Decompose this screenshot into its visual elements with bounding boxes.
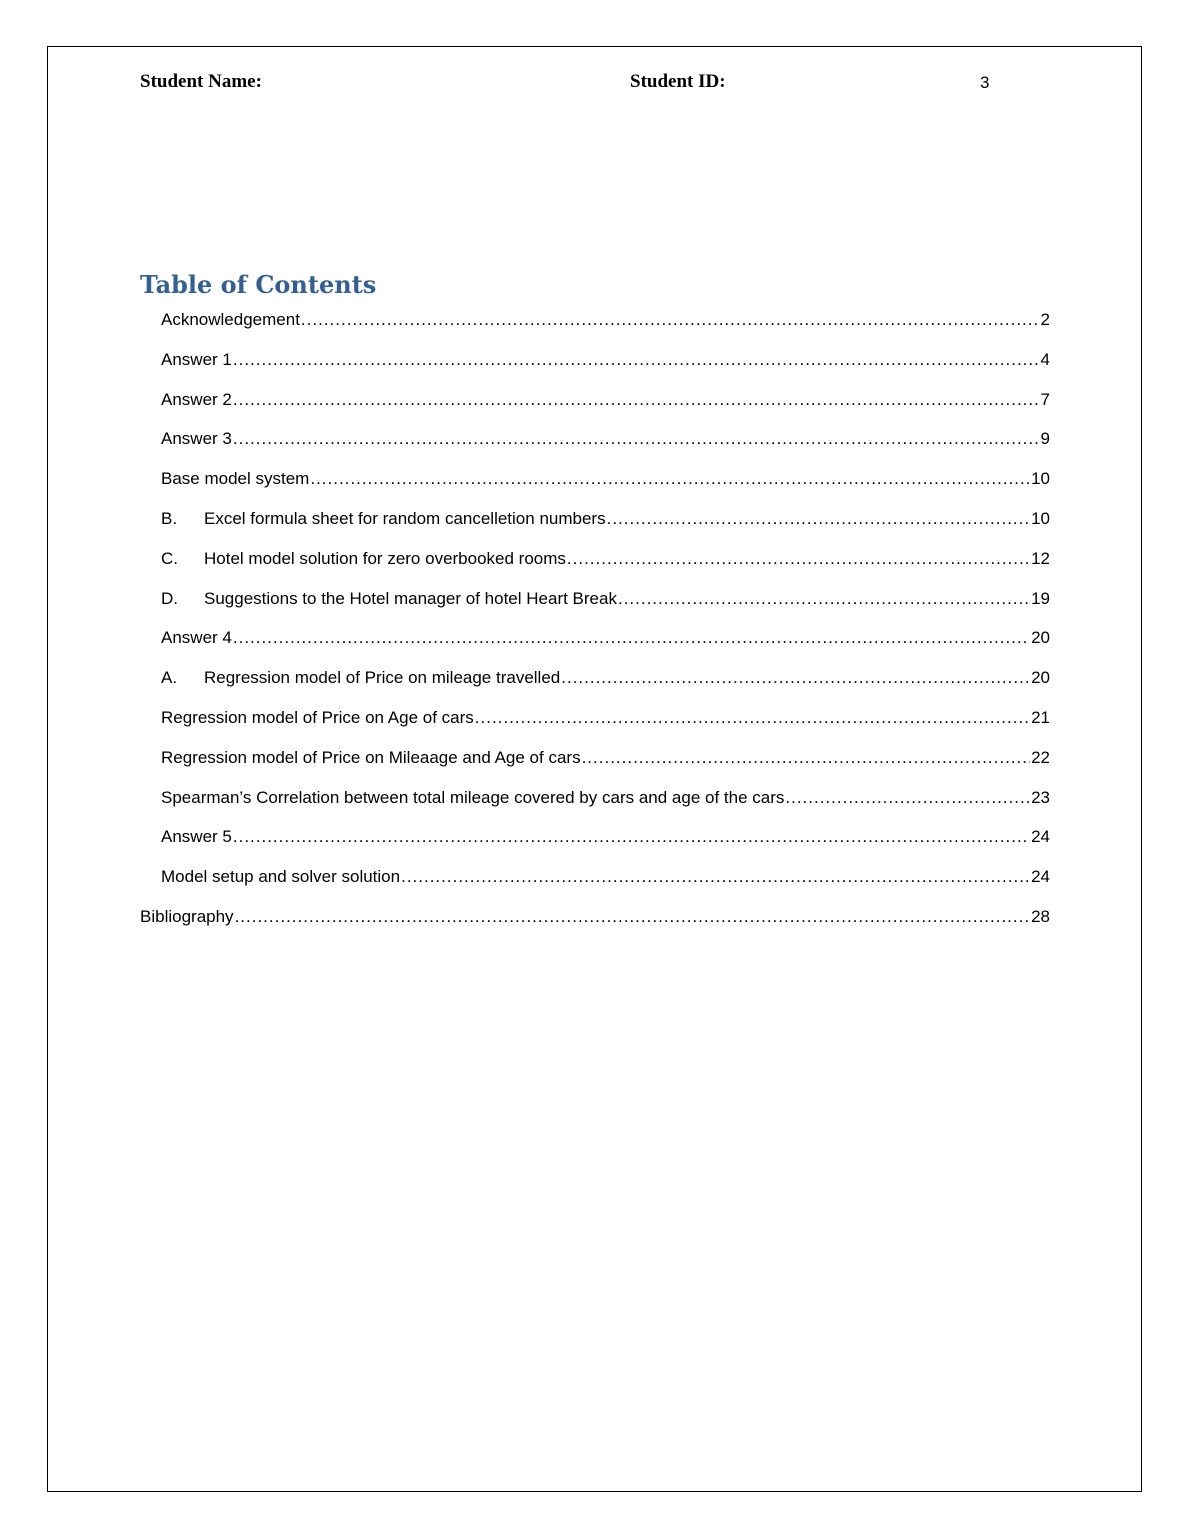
- toc-entry-acknowledgement[interactable]: [140, 306, 1050, 346]
- toc-entry-marker: B.: [161, 508, 178, 528]
- toc-entry-marker: D.: [161, 588, 178, 608]
- toc-entry-base-model-system[interactable]: [140, 465, 1050, 505]
- toc-entry-text: Hotel model solution for zero overbooked rooms: [204, 548, 566, 568]
- toc-entry-model-setup[interactable]: [140, 863, 1050, 903]
- toc-entry-answer-5[interactable]: [140, 823, 1050, 863]
- toc-entry-text: Spearman’s Correlation between total mileage covered by cars and age of the cars: [161, 787, 785, 807]
- toc-entry-text: Regression model of Price on mileage travelled: [204, 668, 561, 688]
- toc-entry-suggestions-hotel-manager[interactable]: [140, 585, 1050, 625]
- toc-entry-page: 12: [1031, 548, 1050, 568]
- toc-entry-regression-age[interactable]: [140, 704, 1050, 744]
- toc-entry-page: 21: [1031, 707, 1050, 727]
- toc-leader-dots: [561, 664, 1030, 692]
- toc-entry-page: 4: [1040, 349, 1050, 369]
- toc-entry-answer-4[interactable]: [140, 624, 1050, 664]
- toc-entry-text: Suggestions to the Hotel manager of hotel Heart Break: [204, 588, 617, 608]
- toc-leader-dots: [233, 823, 1030, 851]
- toc-entry-text: Bibliography: [140, 906, 234, 926]
- toc-entry-text: Excel formula sheet for random cancelletion numbers: [204, 508, 606, 528]
- student-name-label: Student Name:: [140, 71, 262, 92]
- table-of-contents: [140, 306, 1050, 943]
- toc-entry-text: Answer 2: [161, 389, 232, 409]
- toc-title: Table of Contents: [140, 270, 377, 299]
- toc-entry-page: 23: [1031, 787, 1050, 807]
- toc-entry-page: 20: [1031, 668, 1050, 688]
- toc-entry-text: Answer 4: [161, 628, 232, 648]
- toc-entry-hotel-model-solution[interactable]: [140, 545, 1050, 585]
- toc-entry-page: 7: [1040, 389, 1050, 409]
- toc-entry-page: 10: [1031, 469, 1050, 489]
- toc-entry-page: 19: [1031, 588, 1050, 608]
- page-header: [140, 71, 1050, 97]
- toc-entry-page: 24: [1031, 827, 1050, 847]
- toc-entry-regression-mileage-age[interactable]: [140, 744, 1050, 784]
- toc-entry-text: Answer 3: [161, 429, 232, 449]
- student-id-label: Student ID:: [630, 71, 726, 92]
- toc-entry-marker: C.: [161, 548, 178, 568]
- toc-entry-text: Model setup and solver solution: [161, 867, 401, 887]
- toc-entry-text: Regression model of Price on Age of cars: [161, 707, 474, 727]
- toc-entry-text: Answer 5: [161, 827, 232, 847]
- toc-entry-text: Base model system: [161, 469, 310, 489]
- toc-entry-page: 9: [1040, 429, 1050, 449]
- toc-entry-page: 22: [1031, 747, 1050, 767]
- toc-entry-page: 2: [1040, 310, 1050, 329]
- toc-leader-dots: [310, 465, 1030, 493]
- toc-entry-page: 20: [1031, 628, 1050, 648]
- toc-entry-answer-2[interactable]: [140, 386, 1050, 426]
- toc-leader-dots: [233, 624, 1030, 652]
- toc-entry-spearman-correlation[interactable]: [140, 784, 1050, 824]
- toc-leader-dots: [475, 704, 1030, 732]
- toc-entry-answer-1[interactable]: [140, 346, 1050, 386]
- toc-entry-regression-mileage[interactable]: [140, 664, 1050, 704]
- toc-leader-dots: [301, 306, 1040, 334]
- page-number: 3: [980, 73, 990, 92]
- toc-entry-answer-3[interactable]: [140, 425, 1050, 465]
- toc-leader-dots: [401, 863, 1030, 891]
- toc-leader-dots: [235, 903, 1031, 931]
- toc-entry-bibliography[interactable]: [140, 903, 1050, 943]
- toc-entry-text: Answer 1: [161, 349, 232, 369]
- toc-leader-dots: [567, 545, 1030, 573]
- toc-entry-page: 10: [1031, 508, 1050, 528]
- toc-leader-dots: [582, 744, 1031, 772]
- toc-entry-excel-formula-sheet[interactable]: [140, 505, 1050, 545]
- toc-entry-text: Acknowledgement: [161, 310, 300, 329]
- toc-leader-dots: [233, 386, 1040, 414]
- toc-leader-dots: [607, 505, 1030, 533]
- toc-leader-dots: [785, 784, 1030, 812]
- toc-entry-marker: A.: [161, 668, 178, 688]
- toc-entry-page: 28: [1031, 906, 1050, 926]
- toc-entry-page: 24: [1031, 867, 1050, 887]
- toc-entry-text: Regression model of Price on Mileaage and Age of cars: [161, 747, 581, 767]
- toc-leader-dots: [233, 425, 1040, 453]
- toc-leader-dots: [618, 585, 1030, 613]
- toc-leader-dots: [233, 346, 1040, 374]
